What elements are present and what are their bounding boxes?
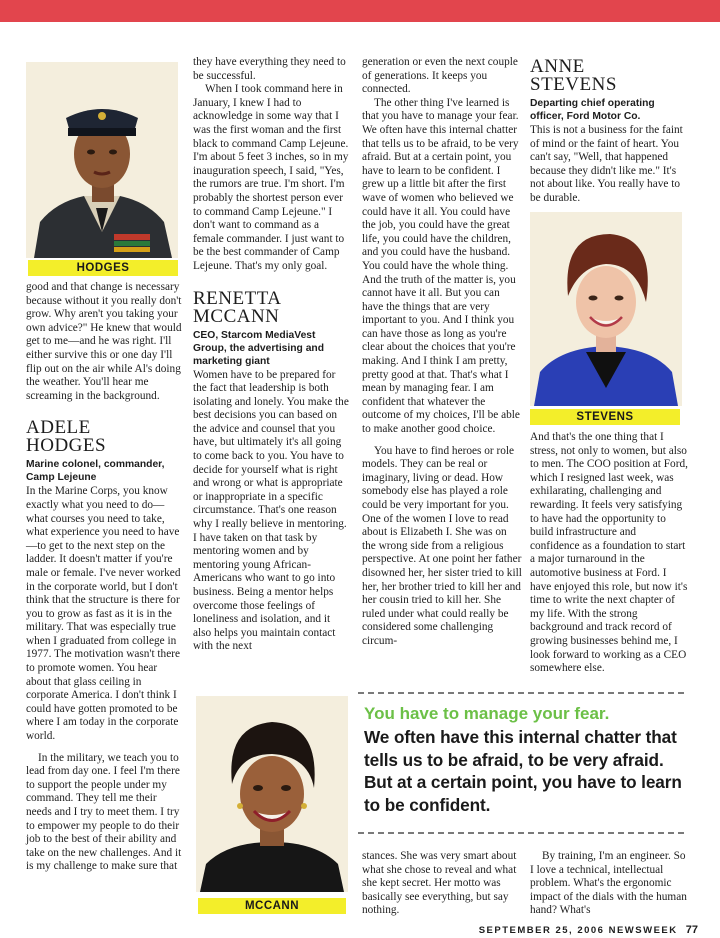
pull-quote-body: We often have this internal chatter that tells us to be afraid, to be very afraid. But at a certain point, you have to learn to be confident.	[364, 727, 682, 815]
hodges-paragraph-1: In the Marine Corps, you know exactly what you need to do—what courses you need to take, what experience you need to have—to get to the next step on the ladder. It doesn't matter if you're male or female. I've never worked in the corporate world, but I don't think that the structure is there for you to grow as fast as it is in the military. That was especially true when I graduated from college in 1977. The motivation wasn't there to promote women. You hear about that glass ceiling in corporate America. I don't think I could have gotten promoted to be where I am today in the corporate world.	[26, 485, 181, 743]
hodges-role: Marine colonel, commander, Camp Lejeune	[26, 459, 165, 484]
stevens-role: Departing chief operating officer, Ford Motor Co.	[530, 98, 655, 122]
hodges-name-last: HODGES	[26, 435, 107, 457]
stevens-intro: This is not a business for the faint of mind or the faint of heart. You can't say, "Well, that happened because they didn't like me." It's not about like. You really have to be durable.	[530, 124, 683, 204]
hodges-heading	[26, 419, 182, 455]
stevens-heading	[530, 58, 688, 94]
column-2	[193, 56, 351, 654]
mccann-heroes-paragraph: You have to find heroes or role models. They can be real or imaginary, living or dead. How somebody else has played a role could be very important for you. One of the women I love to read about is Elizabeth I. She was on the wrong side from a religious perspective. At one point her father disowned her, her sister tried to kill her, her brother tried to kill her and her cousin tried to kill her. She ruled under what could really be considered some challenging circum-	[362, 444, 522, 647]
column-4	[530, 58, 688, 206]
column-3-bottom	[362, 850, 522, 918]
column-1	[26, 281, 182, 874]
mccann-heading	[193, 287, 351, 327]
column-4-lower	[530, 431, 688, 676]
mccann-paragraph-1: Women have to be prepared for the fact that leadership is both isolating and lonely. You make the best decisions you can based on the advice and counsel that you have, but ultimately it's all going to come back to you. You have to decide for yourself what is right and wrong or what is appropriate or inappropriate in a specific circumstance. That's one reason why I really believe in mentoring. I have taken on that task by mentoring women and by mentoring young African-Americans who want to go into business. Being a mentor helps overcome those feelings of loneliness and isolation, and it also helps you maintain contact with the next	[193, 368, 349, 653]
hodges-continued-text: good and that change is necessary because without it you really don't grow. Why aren't you taking your own advice?" He knew that would get to me—and he was right. I'll either survive this or one day I'll flip out on the air while Al's doing the weather. You'll hear me screaming in the background.	[26, 281, 182, 402]
stevens-name-last: STEVENS	[530, 74, 617, 95]
mccann-name-last: MCCANN	[193, 305, 280, 327]
top-color-bar	[0, 0, 720, 22]
column-3	[362, 56, 522, 649]
issue-line: SEPTEMBER 25, 2006 NEWSWEEK	[478, 925, 678, 936]
column-4-bottom	[530, 850, 688, 918]
mccann-role: CEO, Starcom MediaVest Group, the advertising and marketing giant	[193, 329, 325, 367]
stevens-name-first: ANNE	[530, 56, 585, 77]
page-number: 77	[685, 924, 698, 936]
mccann-caption: MCCANN	[198, 898, 346, 914]
hodges-portrait	[26, 62, 178, 258]
hodges-name-first: ADELE	[26, 417, 91, 439]
pull-quote	[358, 692, 684, 834]
pull-quote-lead: You have to manage your fear.	[364, 704, 610, 723]
mccann-closing-text: stances. She was very smart about what she chose to reveal and what she kept secret. Her motto was basically see everything, but say nothing.	[362, 850, 517, 917]
stevens-portrait	[530, 212, 682, 406]
page-footer	[479, 924, 698, 936]
hodges-caption: HODGES	[28, 260, 178, 276]
mccann-portrait	[196, 696, 348, 892]
stevens-paragraph-1: And that's the one thing that I stress, not only to women, but also to men. The COO position at Ford, which I resigned last week, was exhilarating, challenging and rewarding. It feels very satisfying to have had the opportunity to build infrastructure and confidence as a foundation to start a major turnaround in the automotive business at Ford. I have enjoyed this role, but now it's time to write the next chapter of my life. With the strong background and track record of growing businesses behind me, I look forward to working as a CEO somewhere else.	[530, 431, 688, 675]
stevens-closing-text: By training, I'm an engineer. So I love a technical, intellectual problem. What's the ergonomic impact of the dials with the human hand? What's	[530, 850, 687, 917]
hodges-closing-text: they have everything they need to be successful.	[193, 56, 346, 82]
stevens-caption: STEVENS	[530, 409, 680, 425]
hodges-command-paragraph: When I took command here in January, I knew I had to acknowledge in some way that I was the first woman and the first black to command Camp Lejeune. I'm about 5 feet 3 inches, so in my inauguration speech, I said, "Yes, the rumors are true. I'm short. I'm probably the shortest person ever to command Camp Lejeune." I don't want to command as a female commander. I just want to be the best commander of Camp Lejeune. That's my only goal.	[193, 83, 349, 272]
mccann-fear-paragraph: The other thing I've learned is that you have to manage your fear. We often have this internal chatter that tells us to be afraid, to be very afraid. But at a certain point, you have to learn to be confident. I grew up a little bit after the first wave of women who believed we could have it all. You could have the job, you could have the great life, you could have the children, and you could have the husband. You could have the whole thing. And the truth of the matter is, you cannot have it all. But you can have the things that are very important to you. And I think you can have those as long as you're clear about the choices that you're making. And I think I am pretty, pretty good at that. That's what I mean by managing fear. I am confident that whatever the outcome of my choices, I'll be able to make another good choice.	[362, 96, 520, 436]
mccann-connected-text: generation or even the next couple of generations. It keeps you connected.	[362, 56, 518, 96]
hodges-paragraph-2: In the military, we teach you to lead from day one. I feel I'm there to support the people under my command. They tell me their needs and I try to meet them. I try to empower my people to do their job to the best of their ability and take on the new challenges. And it is my challenge to make sure that	[26, 751, 182, 873]
mccann-name-first: RENETTA	[193, 287, 282, 309]
